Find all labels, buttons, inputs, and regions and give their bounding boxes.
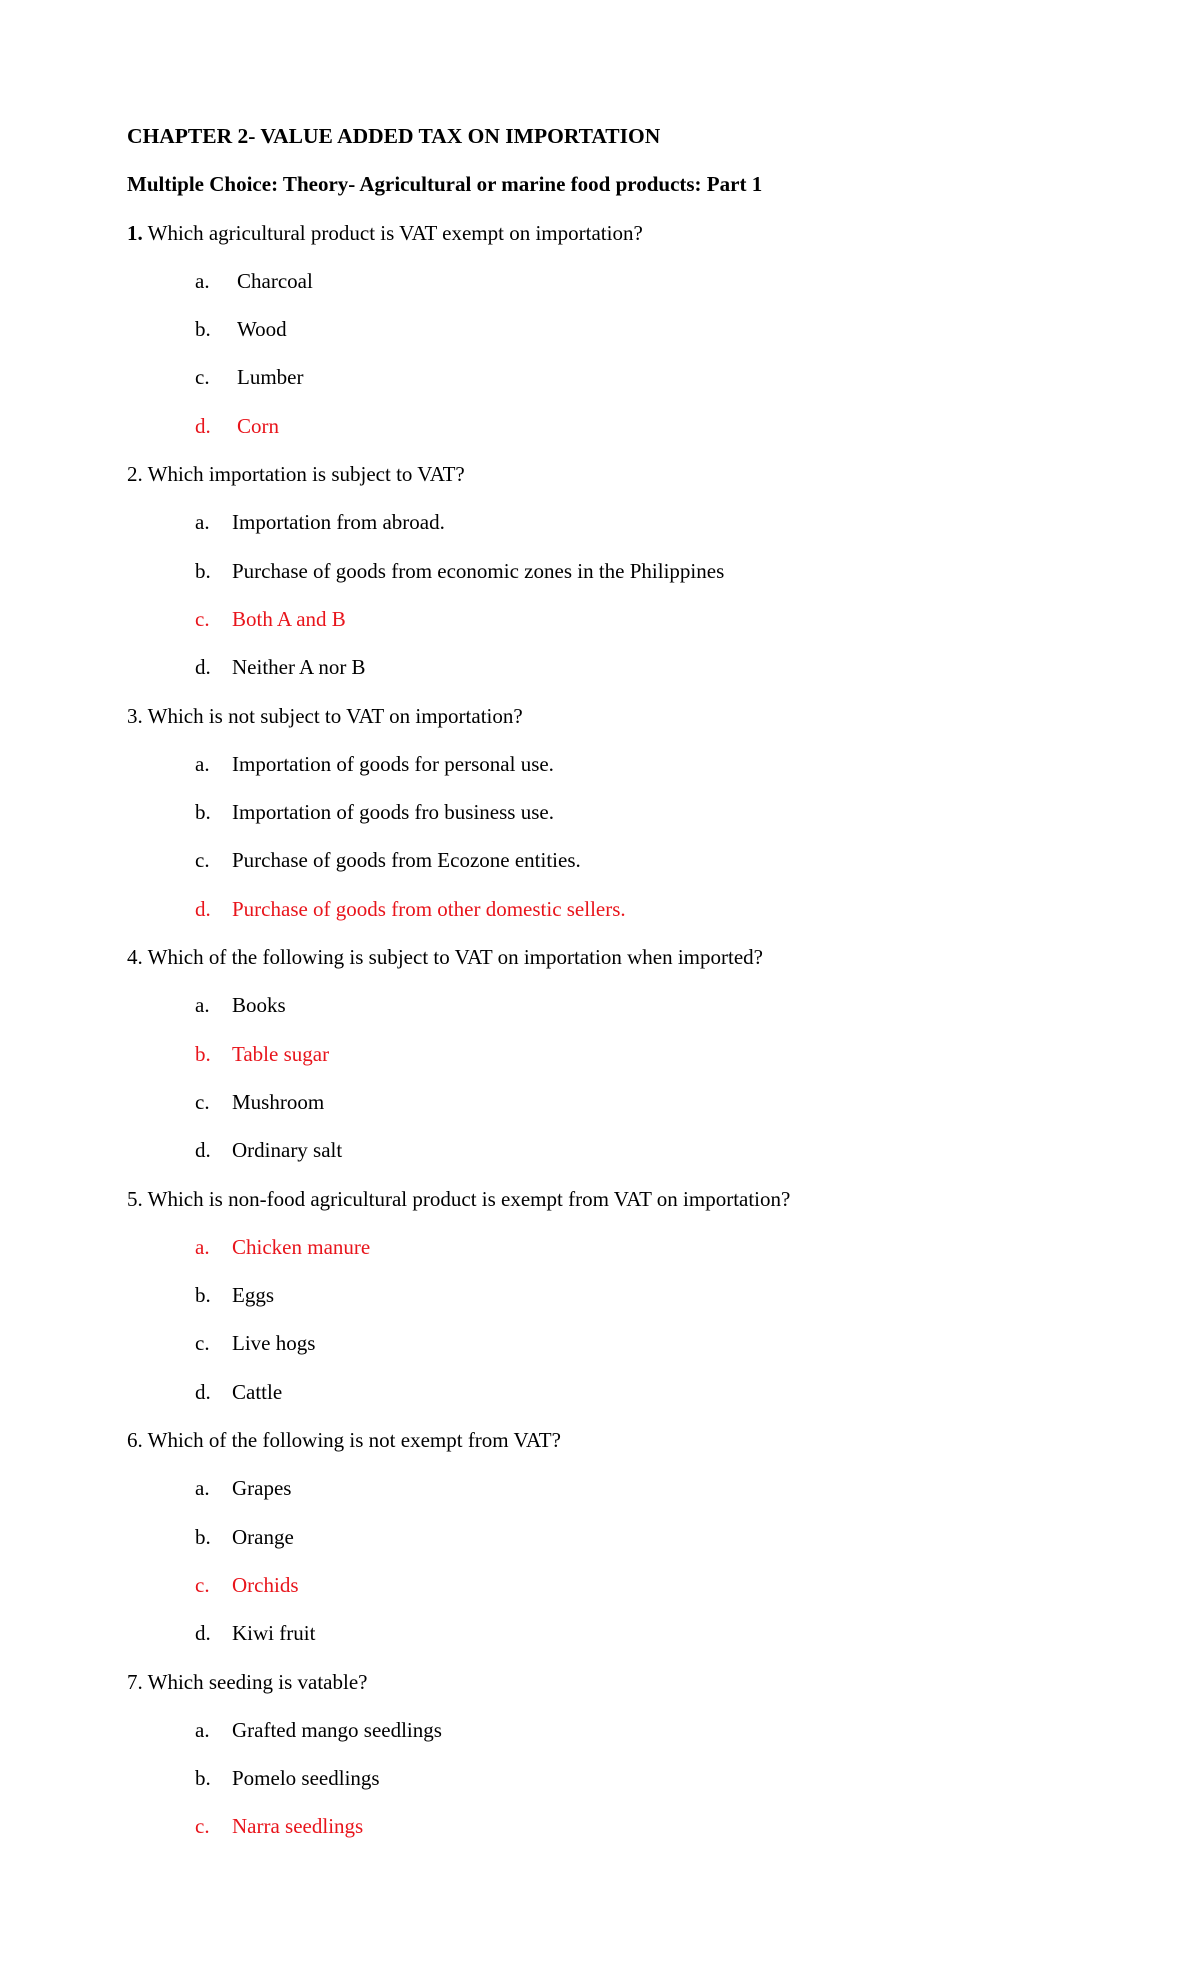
option-letter: a. xyxy=(195,268,210,293)
question-number: 7. xyxy=(127,1669,143,1694)
question-text: Which agricultural product is VAT exempt on importation? xyxy=(147,220,643,245)
option-5c xyxy=(127,1319,1127,1367)
option-letter: a. xyxy=(195,1234,210,1259)
chapter-title: CHAPTER 2- VALUE ADDED TAX ON IMPORTATION xyxy=(127,124,661,148)
option-5a-correct-answer xyxy=(127,1223,1127,1271)
option-letter: b. xyxy=(195,1041,211,1066)
question-text: Which importation is subject to VAT? xyxy=(147,462,465,487)
option-6c-correct-answer xyxy=(127,1561,1127,1609)
option-text: Mushroom xyxy=(232,1089,325,1114)
option-text: Grafted mango seedlings xyxy=(232,1717,442,1742)
option-4b-correct-answer xyxy=(127,1030,1127,1078)
option-7b xyxy=(127,1754,1127,1802)
option-text: Narra seedlings xyxy=(232,1814,364,1839)
document-page xyxy=(127,112,1127,1851)
option-text: Ordinary salt xyxy=(232,1138,343,1163)
option-letter: c. xyxy=(195,1089,210,1114)
option-7c-correct-answer xyxy=(127,1802,1127,1850)
question-text: Which of the following is subject to VAT on importation when imported? xyxy=(147,945,763,970)
option-text: Corn xyxy=(237,413,279,438)
option-2c-correct-answer xyxy=(127,595,1127,643)
option-2a xyxy=(127,498,1127,546)
option-text: Grapes xyxy=(232,1476,292,1501)
option-3d-correct-answer xyxy=(127,885,1127,933)
question-text: Which of the following is not exempt from VAT? xyxy=(147,1428,561,1453)
question-text: Which is not subject to VAT on importation? xyxy=(147,703,523,728)
option-letter: c. xyxy=(195,1331,210,1356)
question-text: Which seeding is vatable? xyxy=(147,1669,368,1694)
option-letter: d. xyxy=(195,1621,211,1646)
option-letter: c. xyxy=(195,1814,210,1839)
question-number: 1. xyxy=(127,220,143,245)
option-text: Both A and B xyxy=(232,606,346,631)
option-letter: b. xyxy=(195,1766,211,1791)
option-letter: c. xyxy=(195,606,210,631)
option-5b xyxy=(127,1271,1127,1319)
option-letter: d. xyxy=(195,896,211,921)
question-number: 6. xyxy=(127,1428,143,1453)
option-text: Purchase of goods from Ecozone entities. xyxy=(232,848,581,873)
option-letter: b. xyxy=(195,558,211,583)
question-5 xyxy=(127,1175,1127,1223)
option-4c xyxy=(127,1078,1127,1126)
option-text: Orchids xyxy=(232,1572,299,1597)
option-3a xyxy=(127,740,1127,788)
option-letter: b. xyxy=(195,1283,211,1308)
section-subtitle: Multiple Choice: Theory- Agricultural or marine food products: Part 1 xyxy=(127,172,763,197)
option-4a xyxy=(127,981,1127,1029)
option-text: Table sugar xyxy=(232,1041,330,1066)
option-text: Live hogs xyxy=(232,1331,316,1356)
option-7a xyxy=(127,1706,1127,1754)
option-letter: a. xyxy=(195,993,210,1018)
option-letter: a. xyxy=(195,1476,210,1501)
option-letter: b. xyxy=(195,1524,211,1549)
question-7 xyxy=(127,1658,1127,1706)
question-2 xyxy=(127,450,1127,498)
option-text: Purchase of goods from other domestic sellers. xyxy=(232,896,626,921)
option-5d xyxy=(127,1368,1127,1416)
option-6a xyxy=(127,1464,1127,1512)
option-3c xyxy=(127,836,1127,884)
question-text: Which is non-food agricultural product is exempt from VAT on importation? xyxy=(147,1186,791,1211)
question-number: 4. xyxy=(127,945,143,970)
question-3 xyxy=(127,692,1127,740)
option-letter: d. xyxy=(195,655,211,680)
option-4d xyxy=(127,1126,1127,1174)
option-text: Eggs xyxy=(232,1283,274,1308)
option-2d xyxy=(127,643,1127,691)
option-1b xyxy=(127,305,1127,353)
question-number: 2. xyxy=(127,462,143,487)
option-text: Importation from abroad. xyxy=(232,510,445,535)
option-text: Pomelo seedlings xyxy=(232,1766,380,1791)
question-number: 5. xyxy=(127,1186,143,1211)
option-1d-correct-answer xyxy=(127,402,1127,450)
option-6d xyxy=(127,1609,1127,1657)
option-text: Orange xyxy=(232,1524,294,1549)
option-2b xyxy=(127,547,1127,595)
option-letter: b. xyxy=(195,317,211,342)
option-1a xyxy=(127,257,1127,305)
option-text: Neither A nor B xyxy=(232,655,366,680)
option-letter: d. xyxy=(195,413,211,438)
question-number: 3. xyxy=(127,703,143,728)
option-1c xyxy=(127,353,1127,401)
option-letter: d. xyxy=(195,1138,211,1163)
option-text: Charcoal xyxy=(237,268,313,293)
option-letter: c. xyxy=(195,848,210,873)
question-6 xyxy=(127,1416,1127,1464)
option-text: Kiwi fruit xyxy=(232,1621,316,1646)
option-letter: a. xyxy=(195,1717,210,1742)
option-text: Importation of goods fro business use. xyxy=(232,800,554,825)
option-letter: d. xyxy=(195,1379,211,1404)
option-text: Lumber xyxy=(237,365,304,390)
option-text: Cattle xyxy=(232,1379,283,1404)
option-letter: a. xyxy=(195,751,210,776)
option-text: Importation of goods for personal use. xyxy=(232,751,554,776)
question-1 xyxy=(127,209,1127,257)
question-4 xyxy=(127,933,1127,981)
option-text: Wood xyxy=(237,317,287,342)
option-text: Purchase of goods from economic zones in the Philippines xyxy=(232,558,725,583)
option-letter: a. xyxy=(195,510,210,535)
option-text: Books xyxy=(232,993,286,1018)
option-letter: c. xyxy=(195,1572,210,1597)
option-text: Chicken manure xyxy=(232,1234,371,1259)
option-3b xyxy=(127,788,1127,836)
option-6b xyxy=(127,1513,1127,1561)
option-letter: c. xyxy=(195,365,210,390)
option-letter: b. xyxy=(195,800,211,825)
